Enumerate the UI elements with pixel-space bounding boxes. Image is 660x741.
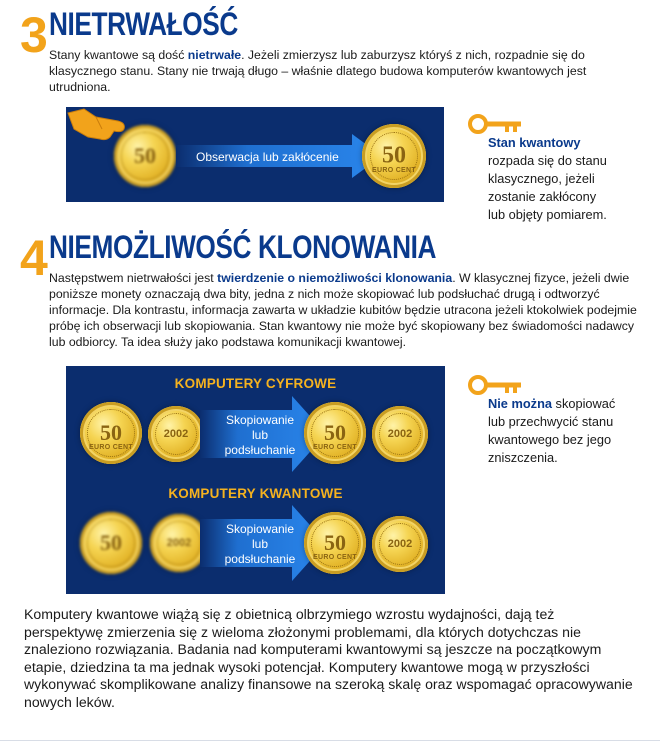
section-4-title: NIEMOŻLIWOŚĆ KLONOWANIA (49, 229, 437, 265)
coin-back-text: 2002 (166, 537, 192, 549)
no-cloning-panel (66, 366, 445, 594)
side-note-line: rozpada się do stanu (488, 153, 607, 168)
side-note-line: kwantowego bez jego (488, 432, 612, 447)
section-3-para-end: . Jeżeli zmierzysz lub zaburzysz któryś z nich, rozpadnie się do klasycznego stanu. Stany nie trwają długo – właśnie dlatego budowa komputerów kwantowych jest utrudniona. (49, 48, 587, 94)
observation-arrow-label: Obserwacja lub zakłócenie (196, 150, 339, 164)
section-4-para-end: . W klasycznej fizyce, jeżeli dwie poniższe monety oznaczają dwa bity, jedna z nich może skopiować lub podsłuchać drugą i odtworzyć informacje. Dla kontrastu, informacja zawarta w układzie kubitów będzie utracona jeżeli ktokolwiek podejmie próbę ich obserwacji lub skopiowania. Stan kwantowy nie może być skopiowany bez świadomości nadawcy lub odbiorcy. Ta idea służy jako podstawa komunikacji kwantowej. (49, 271, 637, 349)
clear-coin (362, 124, 426, 188)
coin-quantum-4 (372, 516, 428, 572)
section-3-number: 3 (20, 7, 48, 63)
arrow-label-line: podsłuchanie (224, 443, 296, 457)
section-3-para-highlight: nietrwałe (187, 48, 242, 62)
arrow-label-line: Skopiowanie (225, 413, 295, 427)
section-4-para-highlight: twierdzenie o niemożliwości klonowania (217, 271, 453, 285)
coin-digital-3 (304, 402, 366, 464)
arrow-label-line: lub (251, 428, 268, 442)
section-4-side-note (488, 395, 653, 467)
coin-value: 50 (100, 530, 122, 555)
coin-value: 50 (324, 420, 346, 445)
section-3-title: NIETRWAŁOŚĆ (49, 6, 238, 42)
section-4-para-start: Następstwem nietrwałości jest (49, 271, 218, 285)
copy-arrow-digital-label (212, 413, 308, 458)
side-note-line: lub objęty pomiarem. (488, 207, 607, 222)
coin-quantum-1 (80, 512, 142, 574)
blurred-coin (114, 125, 176, 187)
side-note-line: klasycznego, jeżeli (488, 171, 595, 186)
coin-quantum-3 (304, 512, 366, 574)
coin-back-text: 2002 (387, 428, 413, 440)
coin-value: 50 (324, 530, 346, 555)
side-note-line: skopiować (552, 396, 616, 411)
coin-digital-4 (372, 406, 428, 462)
coin-back-text: 2002 (387, 538, 413, 550)
section-4-paragraph (49, 270, 637, 350)
copy-arrow-quantum-label (212, 522, 308, 567)
coin-sub-text: EURO CENT (89, 444, 133, 451)
summary-paragraph: Komputery kwantowe wiążą się z obietnicą olbrzymiego wzrostu wydajności, dają też perspektywę zmierzenia się z wieloma złożonymi problemami, dla których dotychczas nie znaleziono rozwiązania. Badania nad komputerami kwantowymi są jeszcze na początkowym etapie, dziedzina ta ma jednak wysoki potencjał. Komputery kwantowe mogą w przyszłości wykonywać skomplikowane analizy finansowe na szeroką skalę oraz wspomagać opracowywanie nowych leków. (24, 606, 633, 710)
section-4-number: 4 (20, 230, 48, 286)
coin-sub-text: EURO CENT (313, 554, 357, 561)
digital-computers-heading: KOMPUTERY CYFROWE (174, 376, 337, 391)
section-3-paragraph (49, 47, 634, 95)
arrow-label-line: Skopiowanie (225, 522, 295, 536)
side-note-highlight: Nie można (488, 396, 552, 411)
side-note-highlight: Stan kwantowy (488, 135, 581, 150)
quantum-computers-heading: KOMPUTERY KWANTOWE (168, 486, 343, 501)
key-icon (467, 374, 523, 396)
decoherence-panel (66, 107, 444, 202)
key-icon (467, 113, 523, 135)
arrow-label-line: lub (251, 537, 268, 551)
coin-value: 50 (382, 142, 406, 169)
coin-back-text: 2002 (163, 428, 189, 440)
arrow-label-line: podsłuchanie (224, 552, 296, 566)
section-3-side-note (488, 134, 648, 224)
coin-sub-text: EURO CENT (313, 444, 357, 451)
coin-sub-text: EURO CENT (372, 167, 416, 174)
coin-digital-1 (80, 402, 142, 464)
coin-value: 50 (100, 420, 122, 445)
side-note-line: zostanie zakłócony (488, 189, 597, 204)
coin-value: 50 (134, 143, 156, 168)
side-note-line: zniszczenia. (488, 450, 558, 465)
section-3-para-start: Stany kwantowe są dość (49, 48, 188, 62)
side-note-line: lub przechwycić stanu (488, 414, 614, 429)
coin-digital-2 (148, 406, 204, 462)
